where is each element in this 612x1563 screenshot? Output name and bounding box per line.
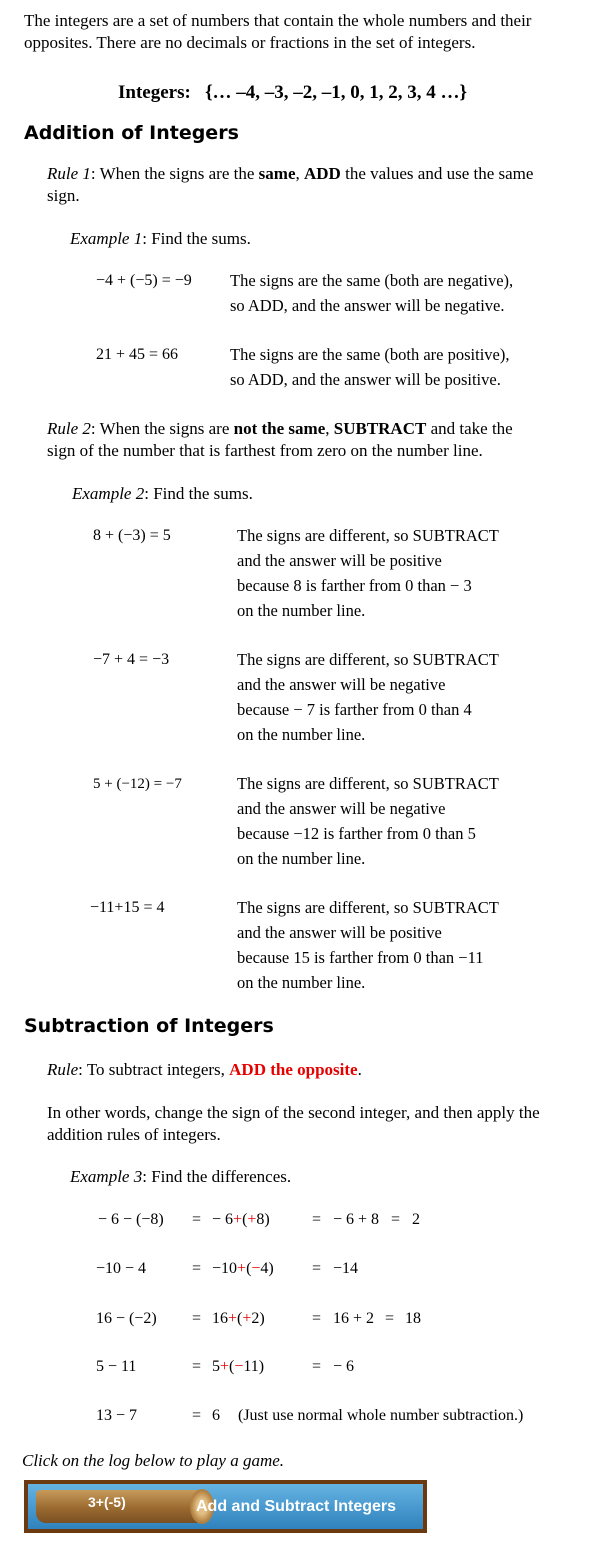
example-1-explanation-2: The signs are the same (both are positive), so ADD, and the answer will be positive. bbox=[230, 345, 510, 389]
example-2-eq-1: 8 + (−3) = 5 bbox=[93, 527, 171, 544]
example-1-explanation-1: The signs are the same (both are negative), so ADD, and the answer will be negative. bbox=[230, 271, 514, 315]
example-2-explanation-1: The signs are different, so SUBTRACT and the answer will be positive because 8 is farther from 0 than − 3 on the number line. bbox=[237, 526, 499, 620]
example-2-explanation-4: The signs are different, so SUBTRACT and the answer will be positive because 15 is farther from 0 than −11 on the number line. bbox=[237, 898, 499, 992]
game-prompt: Click on the log below to play a game. bbox=[22, 1451, 285, 1470]
example-2-eq-2: −7 + 4 = −3 bbox=[93, 651, 170, 668]
example-2-heading: Example 2: Find the sums. bbox=[72, 484, 253, 503]
example-2-explanation-2: The signs are different, so SUBTRACT and the answer will be negative because − 7 is farther from 0 than 4 on the number line. bbox=[237, 650, 499, 744]
rule-2-label: Rule 2 bbox=[47, 419, 91, 438]
intro-line-2: opposites. There are no decimals or fractions in the set of integers. bbox=[24, 33, 476, 52]
intro-line-1: The integers are a set of numbers that contain the whole numbers and their bbox=[24, 11, 532, 30]
intro-paragraph bbox=[24, 10, 531, 54]
example-2-explanation-3: The signs are different, so SUBTRACT and the answer will be negative because −12 is farther from 0 than 5 on the number line. bbox=[237, 774, 499, 868]
rule-1: Rule 1: When the signs are the same, ADD the values and use the same sign. bbox=[47, 164, 534, 205]
example-1-heading: Example 1: Find the sums. bbox=[70, 229, 251, 248]
add-the-opposite: ADD the opposite bbox=[229, 1060, 358, 1079]
integer-set bbox=[118, 82, 467, 104]
subtraction-rule: Rule: To subtract integers, ADD the opposite. bbox=[47, 1060, 362, 1079]
integer-set-values: {… –4, –3, –2, –1, 0, 1, 2, 3, 4 …} bbox=[205, 82, 468, 103]
game-banner-background[interactable] bbox=[28, 1484, 423, 1529]
rule-2: Rule 2: When the signs are not the same, SUBTRACT and take the sign of the number that is farthest from zero on the number line. bbox=[47, 419, 513, 460]
example-2-eq-3: 5 + (−12) = −7 bbox=[93, 776, 182, 792]
addition-heading: Addition of Integers bbox=[24, 122, 239, 144]
example-3-heading: Example 3: Find the differences. bbox=[70, 1167, 292, 1186]
subtraction-heading: Subtraction of Integers bbox=[24, 1015, 274, 1037]
example-1-eq-1: −4 + (−5) = −9 bbox=[96, 272, 192, 289]
rule-1-label: Rule 1 bbox=[47, 164, 91, 183]
example-2-eq-4: −11+15 = 4 bbox=[90, 899, 165, 916]
example-1-eq-2: 21 + 45 = 66 bbox=[96, 346, 179, 363]
log-label[interactable]: 3+(-5) bbox=[88, 1494, 126, 1510]
integer-set-label: Integers: bbox=[118, 82, 191, 103]
other-words-paragraph: In other words, change the sign of the second integer, and then apply the addition rules of integers. bbox=[47, 1103, 540, 1144]
game-log-banner[interactable] bbox=[24, 1480, 427, 1533]
game-title-link[interactable]: Add and Subtract Integers bbox=[196, 1498, 397, 1515]
